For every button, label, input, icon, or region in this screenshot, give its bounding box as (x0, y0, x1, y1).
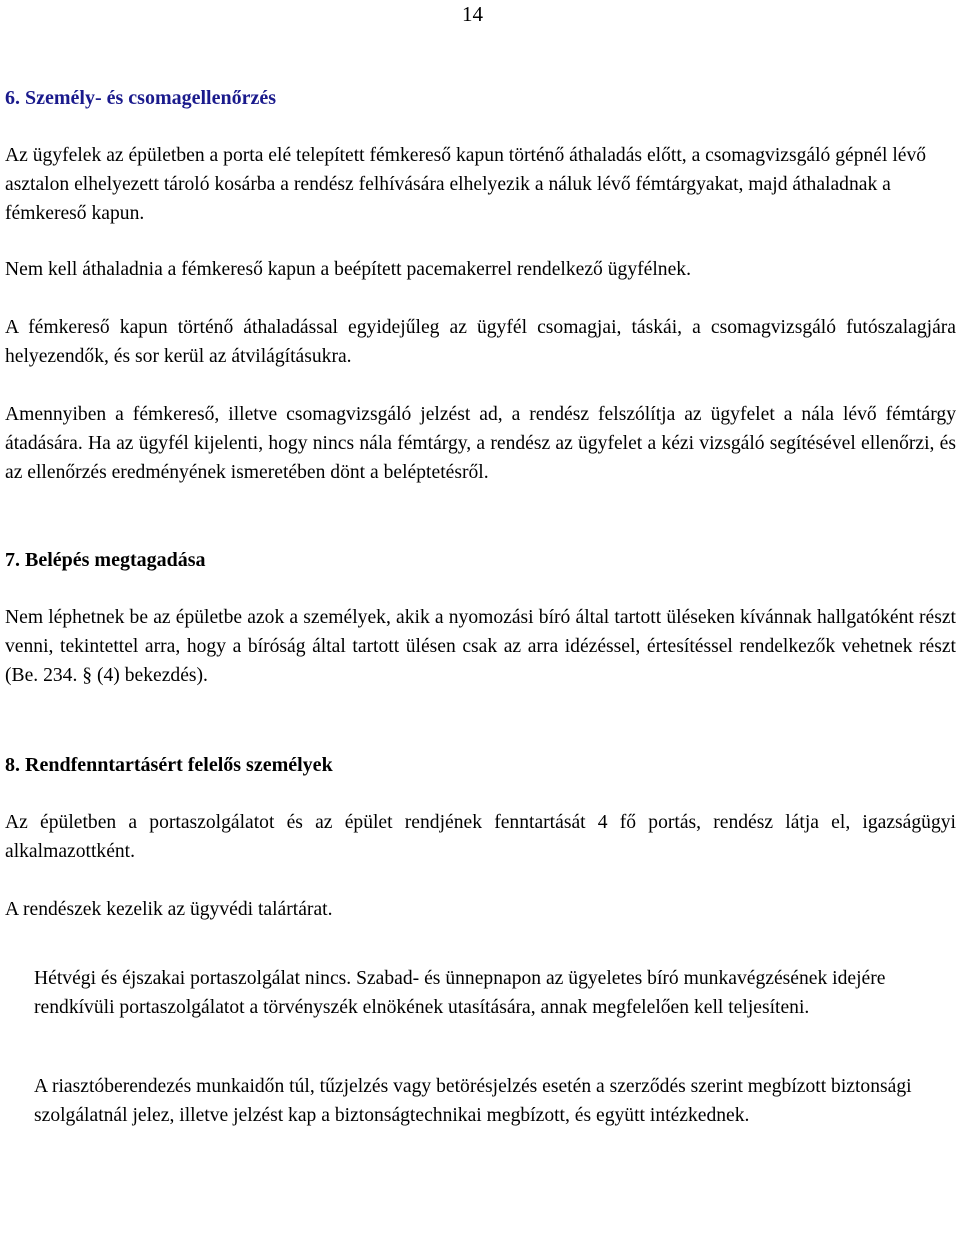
paragraph: Nem kell áthaladnia a fémkereső kapun a beépített pacemakerrel rendelkező ügyfélnek. (5, 259, 691, 280)
paragraph: Nem léphetnek be az épületbe azok a személyek, akik a nyomozási bíró által tartott üléseken kívánnak hallgatóként részt venni, tekintettel arra, hogy a bíróság által tartott ülésen csak az arra idézéssel, értesítéssel rendelkezők vehetnek részt (Be. 234. § (4) bekezdés). (5, 607, 956, 686)
paragraph: A fémkereső kapun történő áthaladással egyidejűleg az ügyfél csomagjai, táskái, a csomagvizsgáló futószalagjára helyezendők, és sor kerül az átvilágításukra. (5, 317, 956, 367)
paragraph: Amennyiben a fémkereső, illetve csomagvizsgáló jelzést ad, a rendész felszólítja az ügyfelet a nála lévő fémtárgy átadására. Ha az ügyfél kijelenti, hogy nincs nála fémtárgy, a rendész az ügyfelet a kézi vizsgáló segítésével ellenőrzi, és az ellenőrzés eredményének ismeretében dönt a beléptetésről. (5, 404, 956, 483)
section-title: Rendfenntartásért felelős személyek (25, 754, 333, 776)
document-page (5, 83, 956, 1130)
section-title: Személy- és csomagellenőrzés (25, 87, 277, 109)
paragraph: Az épületben a portaszolgálatot és az épület rendjének fenntartását 4 fő portás, rendész látja el, igazságügyi alkalmazottként. (5, 812, 956, 862)
section-heading-8 (5, 750, 956, 780)
paragraph: A rendészek kezelik az ügyvédi talártárat. (5, 899, 333, 920)
section-number: 8. (5, 754, 20, 776)
paragraph: Az ügyfelek az épületben a porta elé telepített fémkereső kapun történő áthaladás előtt, a csomagvizsgáló gépnél lévő asztalon elhelyezett tároló kosárba a rendész felhívására elhelyezik a náluk lévő fémtárgyakat, majd áthaladnak a fémkereső kapun. (5, 145, 927, 224)
paragraph: Hétvégi és éjszakai portaszolgálat nincs. Szabad- és ünnepnapon az ügyeletes bíró munkavégzésének idejére rendkívüli portaszolgálatot a törvényszék elnökének utasítására, annak megfelelően kell teljesíteni. (34, 968, 886, 1018)
section-heading-6 (5, 83, 956, 113)
page-number: 14 (462, 2, 483, 26)
section-heading-7 (5, 545, 956, 575)
section-title: Belépés megtagadása (25, 549, 206, 571)
paragraph: A riasztóberendezés munkaidőn túl, tűzjelzés vagy betörésjelzés esetén a szerződés szerint megbízott biztonsági szolgálatnál jelez, illetve jelzést kap a biztonságtechnikai megbízott, és együtt intézkednek. (34, 1076, 912, 1126)
section-number: 7. (5, 549, 20, 571)
section-number: 6. (5, 87, 20, 109)
